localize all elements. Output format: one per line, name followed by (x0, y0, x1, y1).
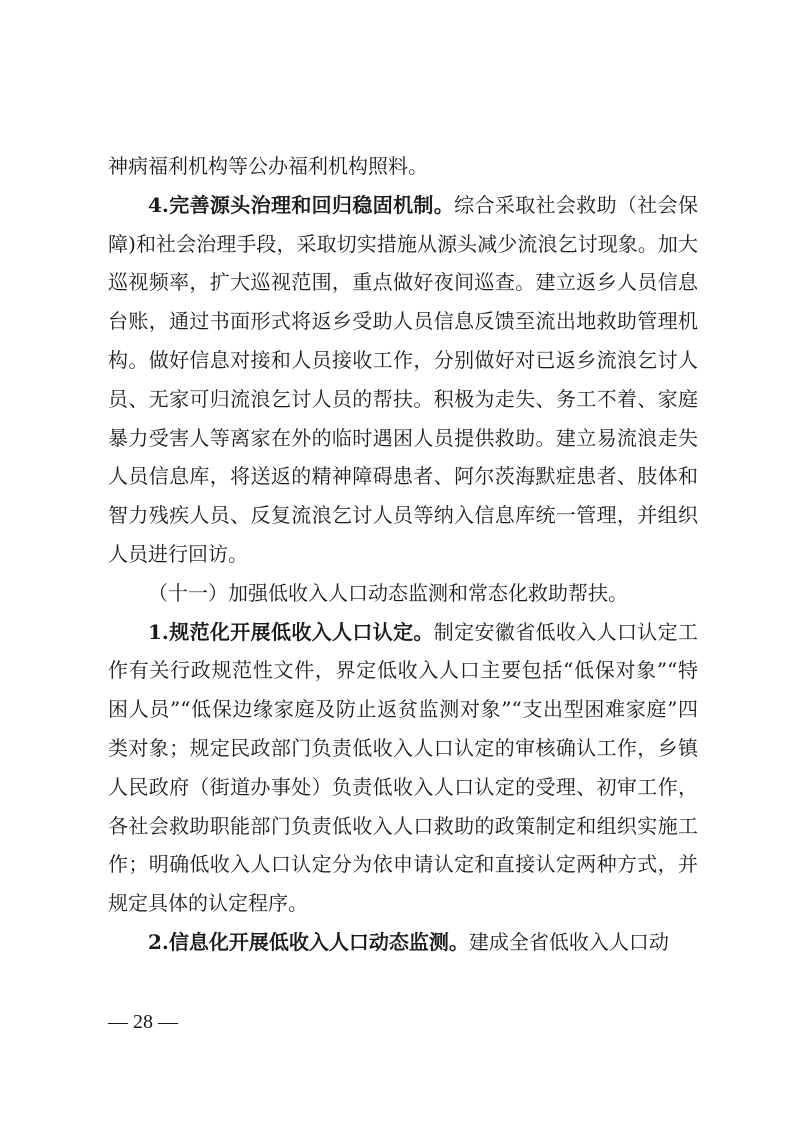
paragraph-body: 综合采取社会救助（社会保障)和社会治理手段，采取切实措施从源头减少流浪乞讨现象。加大巡视频率，扩大巡视范围，重点做好夜间巡查。建立返乡人员信息台账，通过书面形式将返乡受助人员信息反馈至流出地救助管理机构。做好信息对接和人员接收工作，分别做好对已返乡流浪乞讨人员、无家可归流浪乞讨人员的帮扶。积极为走失、务工不着、家庭暴力受害人等离家在外的临时遇困人员提供救助。建立易流浪走失人员信息库，将送返的精神障碍患者、阿尔茨海默症患者、肢体和智力残疾人员、反复流浪乞讨人员等纳入信息库统一管理，并组织人员进行回访。 (108, 192, 698, 566)
paragraph-dynamic-monitoring (108, 923, 698, 962)
paragraph-heading: 2.信息化开展低收入人口动态监测。 (148, 929, 469, 954)
paragraph-body: 制定安徽省低收入人口认定工作有关行政规范性文件，界定低收入人口主要包括“低保对象”“特困人员”“低保边缘家庭及防止返贫监测对象”“支出型困难家庭”四类对象；规定民政部门负责低收入人口认定的审核确认工作，乡镇人民政府（街道办事处）负责低收入人口认定的受理、初审工作，各社会救助职能部门负责低收入人口救助的政策制定和组织实施工作；明确低收入人口认定分为依申请认定和直接认定两种方式，并规定具体的认定程序。 (108, 619, 699, 916)
page-number: — 28 — (108, 1011, 178, 1033)
paragraph-source-governance (108, 186, 698, 574)
paragraph-body: 建成全省低收入人口动 (468, 929, 669, 954)
paragraph-continuation: 神病福利机构等公办福利机构照料。 (108, 154, 428, 178)
section-heading: （十一）加强低收入人口动态监测和常态化救助帮扶。 (148, 580, 628, 605)
paragraph-heading: 1.规范化开展低收入人口认定。 (148, 619, 434, 644)
paragraph-heading: 4.完善源头治理和回归稳固机制。 (148, 192, 455, 217)
paragraph-low-income-identification (108, 613, 698, 923)
body-text (108, 147, 698, 962)
